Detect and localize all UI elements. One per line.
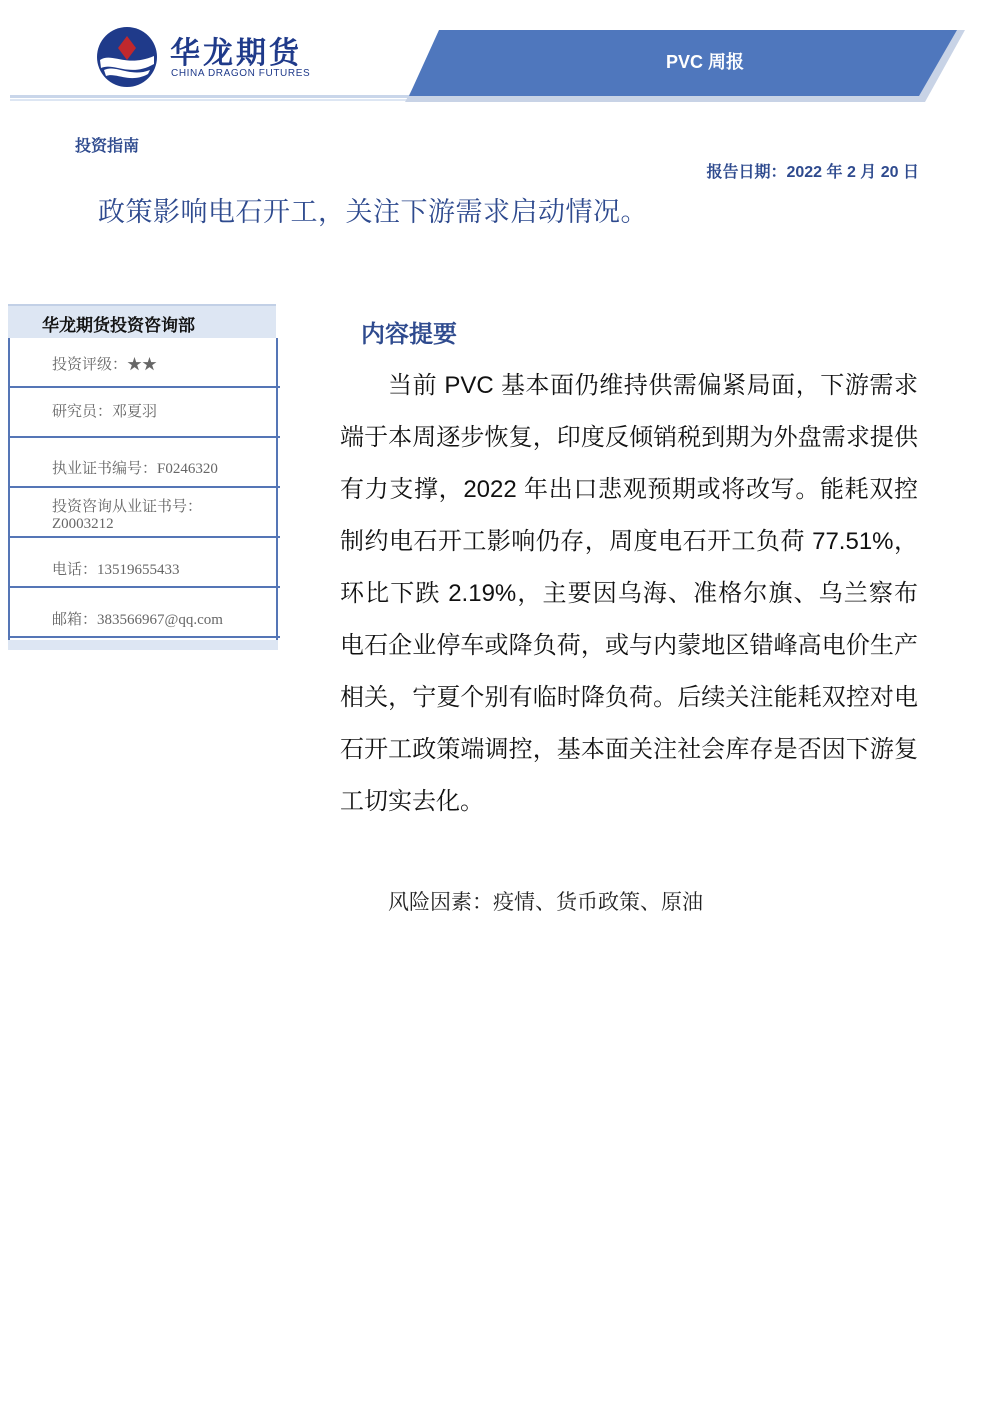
summary-heading: 内容提要: [361, 321, 457, 348]
sidebar-email: 邮箱：383566967@qq.com: [52, 612, 223, 628]
sidebar-consult-license: 投资咨询从业证书号：Z0003212: [52, 499, 203, 532]
sidebar-rating: 投资评级：★★: [52, 357, 158, 373]
page-title: 政策影响电石开工，关注下游需求启动情况。: [98, 197, 648, 227]
sidebar-license: 执业证书编号：F0246320: [52, 461, 218, 477]
brand-name-en: CHINA DRAGON FUTURES: [171, 68, 311, 79]
report-type-title: PVC 周报: [665, 52, 744, 72]
summary-body: 当前 PVC 基本面仍维持供需偏紧局面，下游需求端于本周逐步恢复，印度反倾销税到期为外盘需求提供有力支撑，2022 年出口悲观预期或将改写。能耗双控制约电石开工影响仍存，周度电石开工负荷 77.51%，环比下跌 2.19%，主要因乌海、准格尔旗、乌兰察布电石企业停车或降负荷，或与内蒙地区错峰高电价生产相关，宁夏个别有临时降负荷。后续关注能耗双控对电石开工政策端调控，基本面关注社会库存是否因下游复工切实去化。: [340, 372, 918, 815]
section-tag: 投资指南: [75, 138, 140, 155]
sidebar-phone: 电话：13519655433: [52, 562, 180, 578]
risk-factors: 风险因素：疫情、货币政策、原油: [388, 891, 703, 914]
brand-name-cn: 华龙期货: [170, 37, 302, 70]
header-divider-shadow: [10, 99, 410, 101]
report-date: 报告日期：2022 年 2 月 20 日: [706, 164, 919, 181]
company-logo-icon: [96, 26, 158, 88]
header-divider: [10, 95, 410, 98]
sidebar-title: 华龙期货投资咨询部: [42, 316, 195, 336]
sidebar-analyst: 研究员：邓夏羽: [52, 404, 158, 420]
